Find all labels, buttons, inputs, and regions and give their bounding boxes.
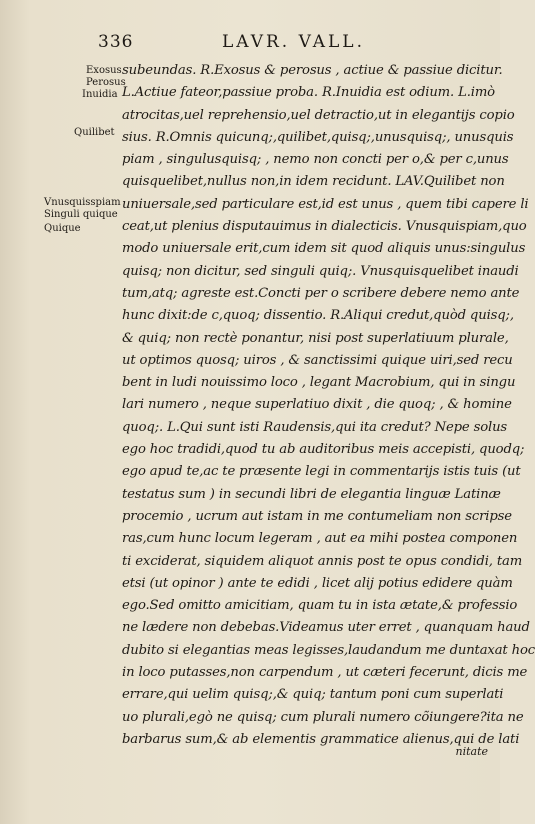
text-line: testatus sum ) in secundi libri de elegantia linguæ Latinæ — [122, 486, 501, 502]
text-line: L.Actiue fateor,passiue proba. R.Inuidia est odium. L.imò — [122, 85, 495, 101]
catchword: nitate — [455, 745, 488, 758]
text-line: barbarus sum,& ab elementis grammatice alienus,qui de lati — [122, 731, 520, 747]
text-line: lari numero , neque superlatiuo dixit , die quoq; , & homine — [122, 397, 512, 413]
text-line: & quiq; non rectè ponantur, nisi post superlatiuum plurale, — [122, 330, 509, 346]
text-line: quisq; non dicitur, sed singuli quiq;. Vnusquisquelibet inaudi — [122, 263, 519, 279]
page-number: 336 — [98, 32, 134, 52]
text-line: ego hoc tradidi,quod tu ab auditoribus meis accepisti, quodq; — [122, 442, 525, 458]
text-line: atrocitas,uel reprehensio,uel detractio,ut in elegantijs copio — [122, 107, 515, 123]
text-line: ego.Sed omitto amicitiam, quam tu in ista ætate,& professio — [122, 598, 518, 614]
running-head: LAVR. VALL. — [222, 32, 365, 52]
text-line: tum,atq; agreste est.Concti per o scribere debere nemo ante — [122, 285, 520, 301]
text-line: hunc dixit:de c,quoq; dissentio. R.Aliqui credut,quòd quisq;, — [122, 308, 514, 324]
text-line: sius. R.Omnis quicunq;,quilibet,quisq;,unusquisq;, unusquis — [122, 129, 514, 145]
text-line: piam , singulusquisq; , nemo non concti per o,& per c,unus — [122, 152, 509, 168]
text-line: ceat,ut plenius disputauimus in dialecticis. Vnusquispiam,quo — [122, 219, 527, 235]
margin-note-perosus: Perosus — [86, 77, 126, 88]
text-line: quoq;. L.Qui sunt isti Raudensis,qui ita credut? Nepe solus — [122, 419, 508, 435]
text-line: uo plurali,egò ne quisq; cum plurali numero cõiungere?ita ne — [122, 709, 524, 725]
margin-note-vnusquispiam: Vnusquisspiam — [44, 197, 121, 208]
margin-note-inuidia: Inuidia — [82, 89, 118, 100]
body-text — [122, 60, 535, 751]
text-line: in loco putasses,non carpendum , ut cæteri fecerunt, dicis me — [122, 665, 528, 681]
text-line: ne lædere non debebas.Videamus uter erret , quanquam haud — [122, 620, 530, 636]
text-line: quisquelibet,nullus non,in idem recidunt. LAV.Quilibet non — [122, 174, 505, 190]
text-line: uniuersale,sed particulare est,id est unus , quem tibi capere li — [122, 196, 529, 212]
text-line: errare,qui uelim quisq;,& quiq; tantum poni cum superlati — [122, 687, 504, 703]
text-line: ut optimos quosq; uiros , & sanctissimi quique uiri,sed recu — [122, 352, 513, 368]
text-line: ti exciderat, siquidem aliquot annis post te opus condidi, tam — [122, 553, 523, 569]
margin-note-singuli-quique: Singuli quique — [44, 209, 118, 220]
margin-note-quique: Quique — [44, 223, 81, 234]
text-line: ego apud te,ac te præsente legi in commentarijs istis tuis (ut — [122, 464, 521, 480]
text-line: dubito si elegantias meas legisses,laudandum me duntaxat hoc — [122, 642, 535, 658]
margin-note-exosus: Exosus — [86, 65, 122, 76]
text-line: modo uniuersale erit,cum idem sit quod aliquis unus:singulus — [122, 241, 526, 257]
text-line: bent in ludi nouissimo loco , legant Macrobium, qui in singu — [122, 375, 516, 391]
text-line: ras,cum hunc locum legeram , aut ea mihi postea componen — [122, 531, 518, 547]
text-line: etsi (ut opinor ) ante te edidi , licet alij potius edidere quàm — [122, 575, 513, 591]
text-line: procemio , ucrum aut istam in me contumeliam non scripse — [122, 508, 512, 524]
page-header — [0, 32, 500, 56]
margin-note-quilibet: Quilibet — [74, 127, 115, 138]
text-line: subeundas. R.Exosus & perosus , actiue & passiue dicitur. — [122, 63, 503, 78]
